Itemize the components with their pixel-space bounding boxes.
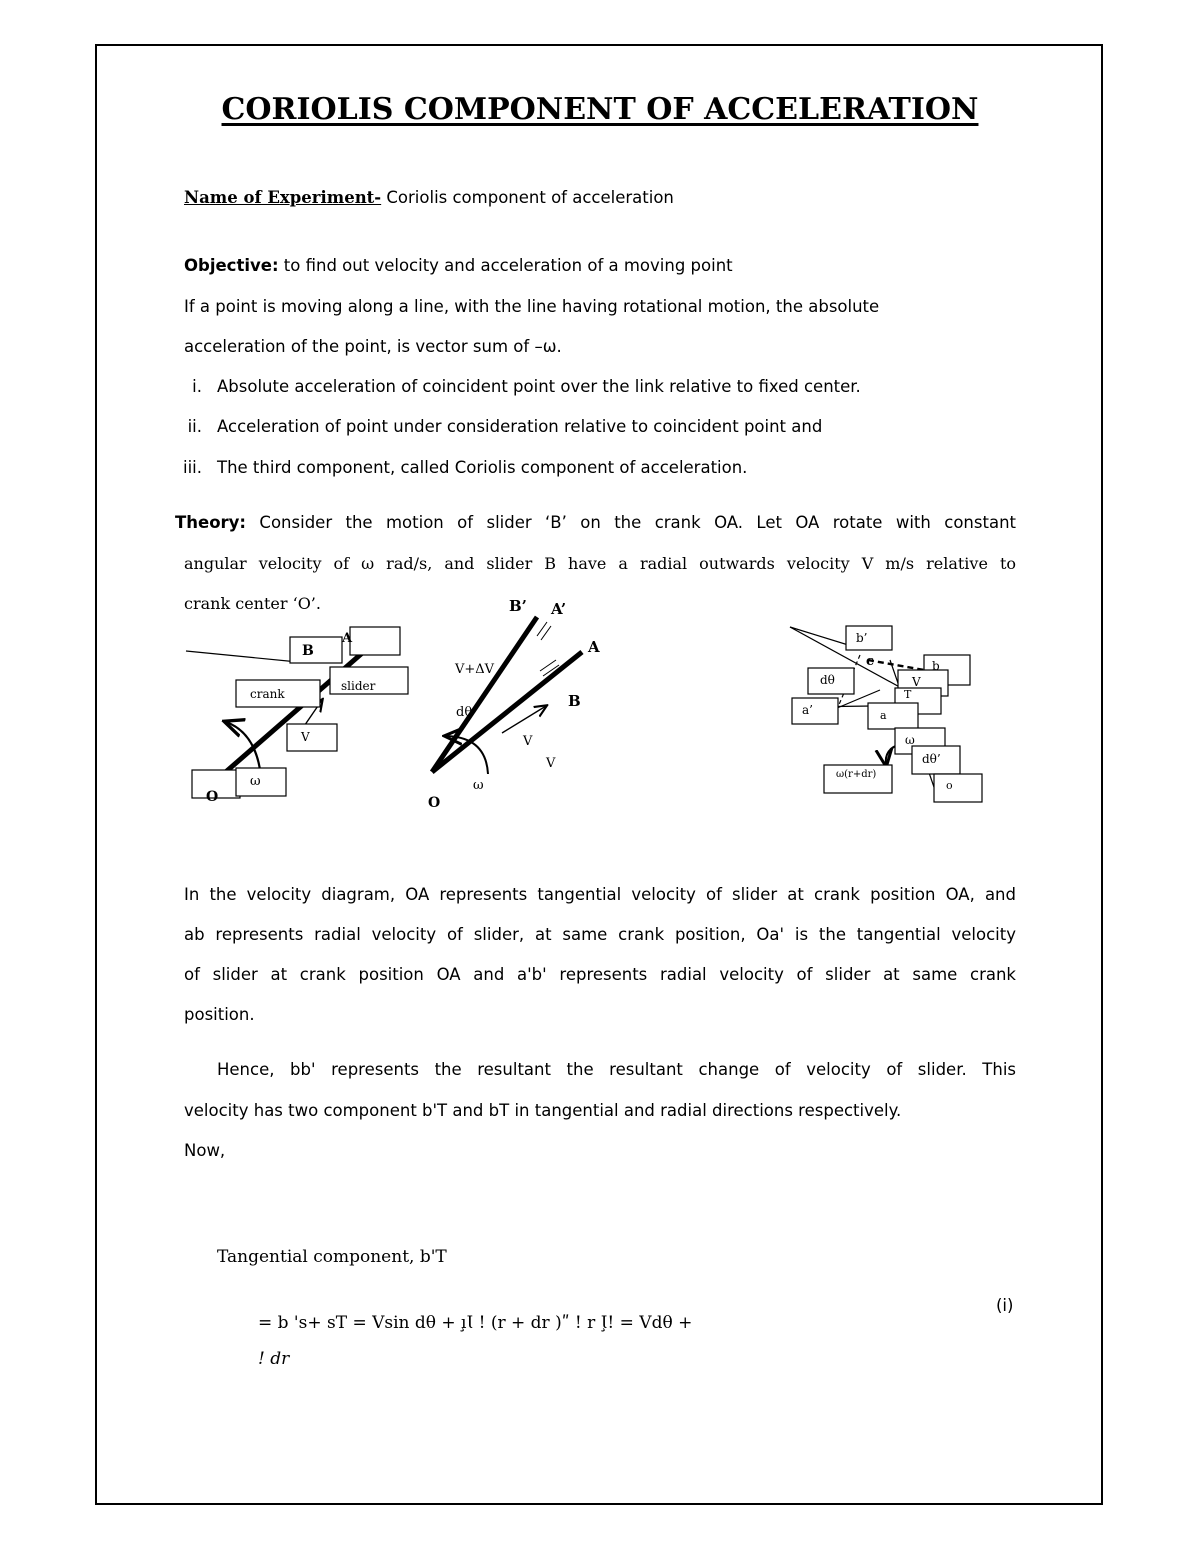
fig3-label-a-prime: a’ (802, 703, 813, 717)
para2-line-3: Now, (184, 1141, 226, 1160)
fig2-label-a-prime: A’ (551, 600, 567, 618)
fig2-label-b: B (568, 692, 581, 710)
fig1-label-b: B (302, 643, 314, 659)
experiment-value: Coriolis component of acceleration (381, 188, 674, 207)
fig1-box-a (350, 627, 400, 655)
fig1-box-b (290, 637, 342, 663)
fig3-label-b: b (932, 659, 940, 673)
fig3-label-o: o (946, 779, 953, 792)
intro-line-2: acceleration of the point, is vector sum of –ω. (184, 337, 562, 356)
fig3-label-v: V (912, 675, 921, 689)
intro-line-1: If a point is moving along a line, with the line having rotational motion, the absolute (184, 297, 880, 316)
fig1-label-slider: slider (341, 679, 376, 693)
list-number: i. (192, 377, 202, 396)
equation-number: (i) (996, 1296, 1014, 1315)
list-item: The third component, called Coriolis component of acceleration. (217, 458, 748, 477)
fig2-label-b-prime: B’ (509, 597, 527, 615)
tangential-heading: Tangential component, b'T (217, 1247, 447, 1267)
fig3-box-b-prime (846, 626, 892, 650)
fig1-label-o: O (206, 789, 219, 805)
fig2-label-v-dv: V+ΔV (455, 662, 495, 677)
fig2-label-a: A (588, 638, 600, 656)
fig3-dashed-bb (868, 660, 924, 670)
fig3-box-a-prime (792, 698, 838, 724)
figure-3 (790, 626, 982, 802)
objective-value: to find out velocity and acceleration of a moving point (278, 256, 733, 275)
list-number: ii. (187, 417, 202, 436)
fig3-label-b-prime: b’ (856, 631, 868, 645)
list-number: iii. (183, 458, 202, 477)
fig1-label-omega: ω (250, 774, 261, 789)
fig3-label-omega: ω (905, 733, 915, 747)
fig3-label-c: c (866, 654, 874, 669)
experiment-label: Name of Experiment- (184, 188, 382, 207)
equation-line-2: ! dr (258, 1349, 290, 1369)
list-item: Absolute acceleration of coincident point over the link relative to fixed center. (217, 377, 861, 396)
objective-label: Objective: (184, 256, 279, 275)
theory-line-3: crank center ‘O’. (184, 594, 321, 613)
figure-1 (186, 627, 408, 805)
fig1-box-omega (236, 768, 286, 796)
fig3-box-a (868, 703, 918, 729)
fig3-label-omega-r: ω(r+dr) (836, 769, 877, 780)
fig1-label-crank: crank (250, 687, 285, 701)
fig3-label-a: a (880, 709, 887, 722)
fig2-label-omega: ω (473, 778, 484, 793)
fig3-box-o (934, 774, 982, 802)
theory-text-1: Consider the motion of slider ‘B’ on the crank OA. Let OA rotate with constant (246, 513, 1016, 532)
para1-line-2: ab represents radial velocity of slider, at same crank position, Oa' is the tangential velocity (184, 925, 1016, 944)
equation-line-1: = b 's+ sT = Vsin dθ + ı̧Ɩ ! (r + dr )ʺ ! r Ɩ̧! = Vdθ + (258, 1313, 693, 1333)
theory-label: Theory: (175, 513, 247, 532)
fig1-box-v (287, 724, 337, 751)
fig3-label-dtheta2: dθ’ (922, 752, 941, 766)
para1-line-3: of slider at crank position OA and a'b' represents radial velocity of slider at same crank (184, 965, 1016, 984)
fig2-label-v2: V (546, 756, 556, 771)
para2-line-1: Hence, bb' represents the resultant the resultant change of velocity of slider. This (217, 1060, 1016, 1079)
theory-line-2: angular velocity of ω rad/s, and slider B have a radial outwards velocity V m/s relative to (184, 554, 1016, 573)
fig3-label-t: T (904, 688, 912, 701)
para1-line-4: position. (184, 1005, 255, 1024)
fig1-ref-line (186, 651, 298, 662)
fig2-line-oa-prime (432, 617, 537, 772)
fig1-label-v: V (301, 730, 310, 744)
page-title: CORIOLIS COMPONENT OF ACCELERATION (221, 92, 979, 127)
fig1-label-a: A (342, 631, 353, 646)
para1-line-1: In the velocity diagram, OA represents tangential velocity of slider at crank position OA, and (184, 885, 1016, 904)
fig2-label-dtheta: dθ (456, 705, 473, 720)
figure-2 (428, 597, 600, 811)
fig2-label-v1: V (523, 734, 533, 749)
para2-line-2: velocity has two component b'T and bT in tangential and radial directions respectively. (184, 1101, 902, 1120)
fig2-label-o: O (428, 795, 441, 811)
fig3-label-dtheta: dθ (820, 673, 835, 687)
list-item: Acceleration of point under consideration relative to coincident point and (217, 417, 823, 436)
